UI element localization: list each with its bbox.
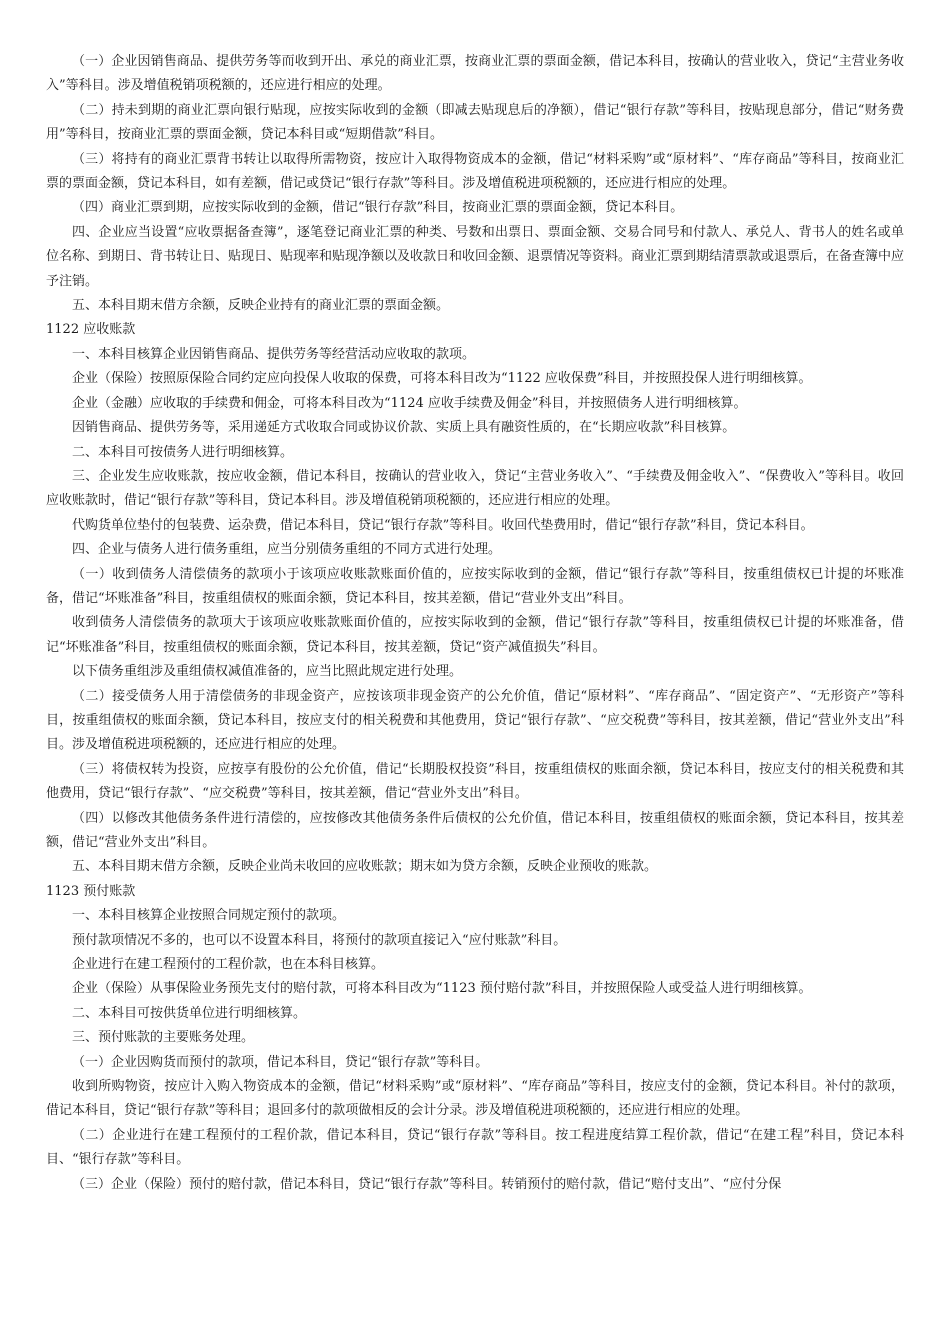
body-paragraph: （二）企业进行在建工程预付的工程价款，借记本科目，贷记“银行存款”等科目。按工程进度结算工程价款，借记“在建工程”科目，贷记本科目、“银行存款”等科目。	[46, 1127, 904, 1168]
body-paragraph: 四、企业应当设置“应收票据备查簿”，逐笔登记商业汇票的种类、号数和出票日、票面金额、交易合同号和付款人、承兑人、背书人的姓名或单位名称、到期日、背书转让日、贴现日、贴现率和贴现净额以及收款日和收回金额、退票情况等资料。商业汇票到期结清票款或退票后，在备查簿中应予注销。	[46, 224, 905, 289]
body-paragraph: （四）商业汇票到期，应按实际收到的金额，借记“银行存款”科目，按商业汇票的票面金额，贷记本科目。	[72, 200, 684, 216]
body-paragraph: （三）将债权转为投资，应按享有股份的公允价值，借记“长期股权投资”科目，按重组债权的账面余额，贷记本科目，按应支付的相关税费和其他费用，贷记“银行存款”、“应交税费”等科目，按其差额，借记“营业外支出”科目。	[46, 761, 904, 802]
section-heading: 1123 预付账款	[46, 883, 136, 899]
body-paragraph: 五、本科目期末借方余额，反映企业持有的商业汇票的票面金额。	[72, 298, 450, 314]
body-paragraph: （一）企业因购货而预付的款项，借记本科目，贷记“银行存款”等科目。	[72, 1054, 489, 1070]
body-paragraph: 预付款项情况不多的，也可以不设置本科目，将预付的款项直接记入“应付账款”科目。	[72, 932, 567, 948]
body-paragraph: （二）接受债务人用于清偿债务的非现金资产，应按该项非现金资产的公允价值，借记“原材料”、“库存商品”、“固定资产”、“无形资产”等科目，按重组债权的账面余额，贷记本科目，按应支付的相关税费和其他费用，贷记“银行存款”、“应交税费”等科目，按其差额，借记“营业外支出”科目。涉及增值税进项税额的，还应进行相应的处理。	[46, 688, 904, 753]
body-paragraph: 因销售商品、提供劳务等，采用递延方式收取合同或协议价款、实质上具有融资性质的，在“长期应收款”科目核算。	[72, 420, 736, 436]
body-paragraph: （三）将持有的商业汇票背书转让以取得所需物资，按应计入取得物资成本的金额，借记“材料采购”或“原材料”、“库存商品”等科目，按商业汇票的票面金额，贷记本科目，如有差额，借记或贷记“银行存款”等科目。涉及增值税进项税额的，还应进行相应的处理。	[46, 151, 904, 192]
body-paragraph: （三）企业（保险）预付的赔付款，借记本科目，贷记“银行存款”等科目。转销预付的赔付款，借记“赔付支出”、“应付分保	[72, 1176, 782, 1192]
body-paragraph: 二、本科目可按债务人进行明细核算。	[72, 444, 294, 460]
document-body	[46, 50, 904, 1197]
body-paragraph: 收到债务人清偿债务的款项大于该项应收账款账面价值的，应按实际收到的金额，借记“银行存款”等科目，按重组债权已计提的坏账准备，借记“坏账准备”科目，按重组债权的账面余额，贷记本科目，按其差额，贷记“资产减值损失”科目。	[46, 615, 904, 655]
body-paragraph: （一）收到债务人清偿债务的款项小于该项应收账款账面价值的，应按实际收到的金额，借记“银行存款”等科目，按重组债权已计提的坏账准备，借记“坏账准备”科目，按重组债权的账面余额，贷记本科目，按其差额，借记“营业外支出”科目。	[46, 566, 904, 606]
body-paragraph: 五、本科目期末借方余额，反映企业尚未收回的应收账款；期末如为贷方余额，反映企业预收的账款。	[72, 859, 658, 875]
body-paragraph: 企业（保险）从事保险业务预先支付的赔付款，可将本科目改为“1123 预付赔付款”科目，并按照保险人或受益人进行明细核算。	[72, 981, 812, 997]
body-paragraph: （二）持未到期的商业汇票向银行贴现，应按实际收到的金额（即减去贴现息后的净额），借记“银行存款”等科目，按贴现息部分，借记“财务费用”等科目，按商业汇票的票面金额，贷记本科目或“短期借款”科目。	[46, 102, 904, 143]
body-paragraph: 四、企业与债务人进行债务重组，应当分别债务重组的不同方式进行处理。	[72, 542, 502, 558]
body-paragraph: 二、本科目可按供货单位进行明细核算。	[72, 1005, 307, 1021]
body-paragraph: （一）企业因销售商品、提供劳务等而收到开出、承兑的商业汇票，按商业汇票的票面金额，借记本科目，按确认的营业收入，贷记“主营业务收入”等科目。涉及增值税销项税额的，还应进行相应的处理。	[46, 54, 904, 94]
body-paragraph: 一、本科目核算企业因销售商品、提供劳务等经营活动应收取的款项。	[72, 346, 476, 362]
body-paragraph: （四）以修改其他债务条件进行清偿的，应按修改其他债务条件后债权的公允价值，借记本科目，按重组债权的账面余额，贷记本科目，按其差额，借记“营业外支出”科目。	[46, 810, 904, 850]
body-paragraph: 收到所购物资，按应计入购入物资成本的金额，借记“材料采购”或“原材料”、“库存商品”等科目，按应支付的金额，贷记本科目。补付的款项，借记本科目，贷记“银行存款”等科目；退回多付的款项做相反的会计分录。涉及增值税进项税额的，还应进行相应的处理。	[46, 1079, 904, 1119]
body-paragraph: 以下债务重组涉及重组债权减值准备的，应当比照此规定进行处理。	[72, 664, 463, 680]
body-paragraph: 企业（金融）应收取的手续费和佣金，可将本科目改为“1124 应收手续费及佣金”科目，并按照债务人进行明细核算。	[72, 395, 747, 411]
body-paragraph: 三、预付账款的主要账务处理。	[72, 1030, 255, 1046]
body-paragraph: 三、企业发生应收账款，按应收金额，借记本科目，按确认的营业收入，贷记“主营业务收入”、“手续费及佣金收入”、“保费收入”等科目。收回应收账款时，借记“银行存款”等科目，贷记本科目。涉及增值税销项税额的，还应进行相应的处理。	[46, 468, 904, 509]
body-paragraph: 一、本科目核算企业按照合同规定预付的款项。	[72, 908, 346, 924]
section-heading: 1122 应收账款	[46, 322, 136, 338]
body-paragraph: 企业进行在建工程预付的工程价款，也在本科目核算。	[72, 957, 385, 973]
body-paragraph: 代购货单位垫付的包装费、运杂费，借记本科目，贷记“银行存款”等科目。收回代垫费用时，借记“银行存款”科目，贷记本科目。	[72, 517, 814, 533]
body-paragraph: 企业（保险）按照原保险合同约定应向投保人收取的保费，可将本科目改为“1122 应收保费”科目，并按照投保人进行明细核算。	[72, 371, 812, 387]
